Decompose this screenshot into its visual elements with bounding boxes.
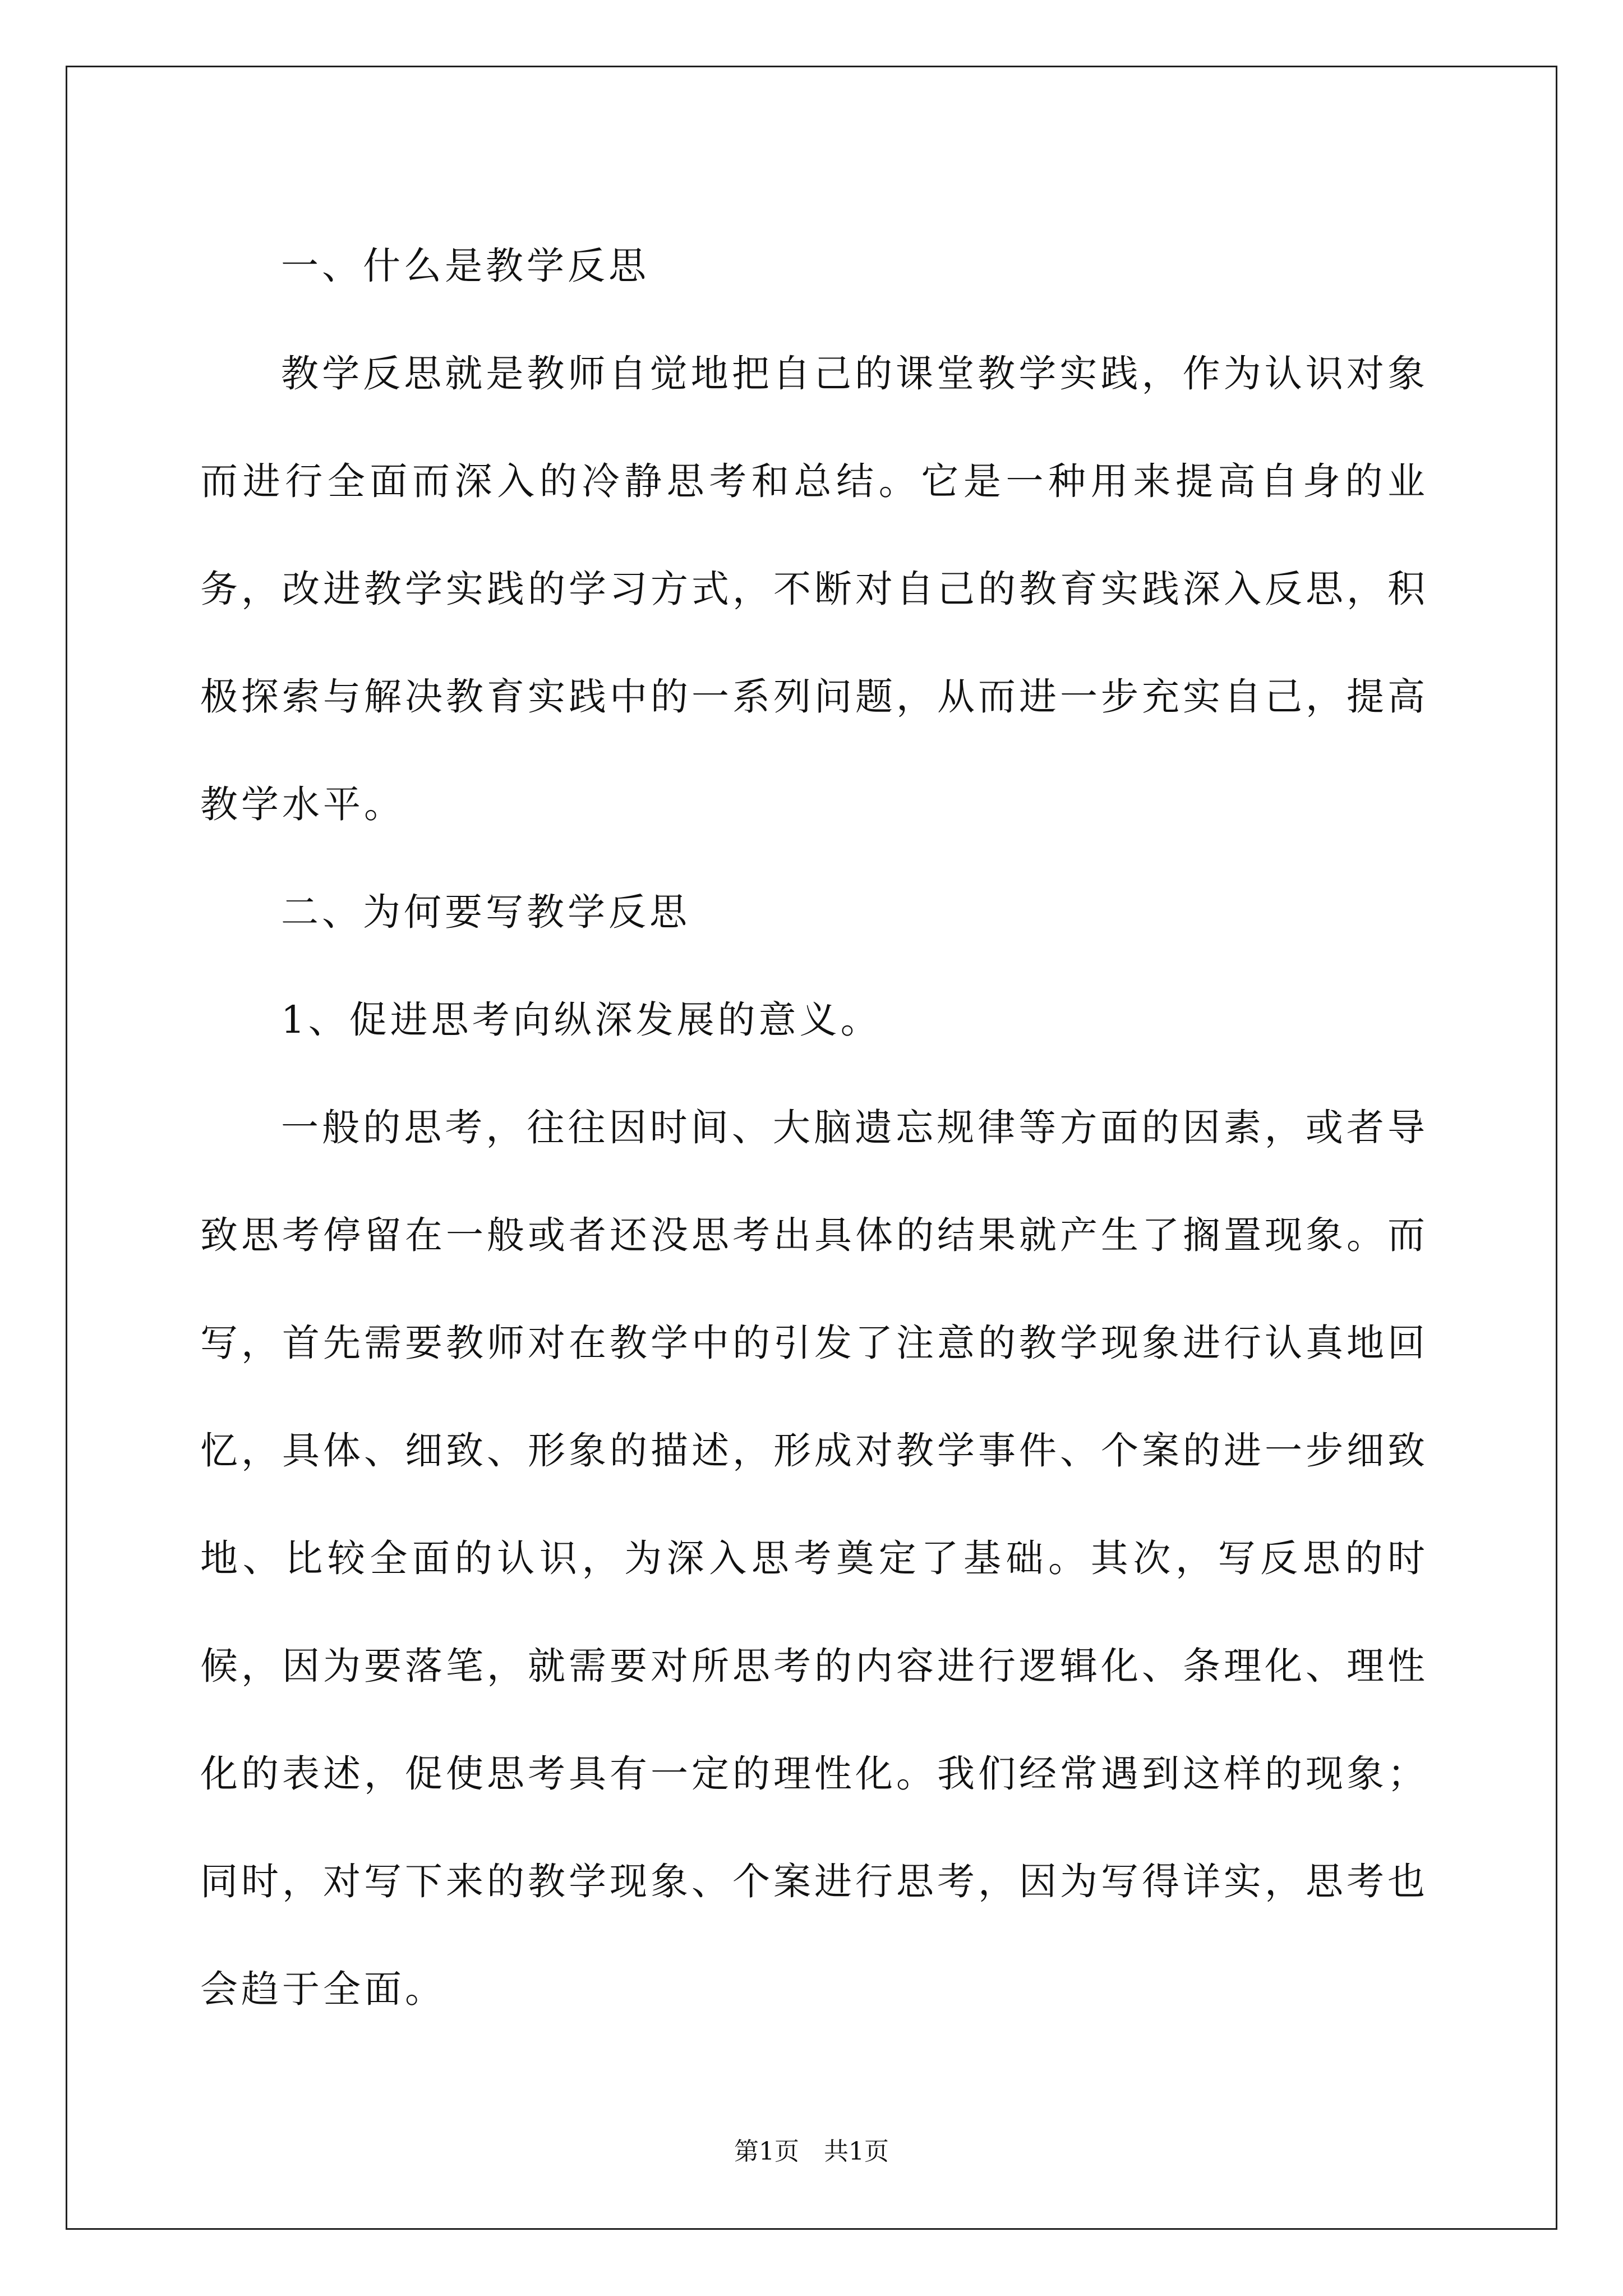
heading-what-is-reflection: 一、什么是教学反思 [281, 244, 649, 288]
page-number-current: 第1页 [734, 2137, 799, 2166]
paragraph-point-1-body: 一般的思考，往往因时间、大脑遗忘规律等方面的因素，或者导致思考停留在一般或者还没思考出具体的结果就产生了搁置现象。而写，首先需要教师对在教学中的引发了注意的教学现象进行认真地回忆，具体、细致、形象的描述，形成对教学事件、个案的进一步细致地、比较全面的认识，为深入思考奠定了基础。其次，写反思的时候，因为要落笔，就需要对所思考的内容进行逻辑化、条理化、理性化的表述，促使思考具有一定的理性化。我们经常遇到这样的现象；同时，对写下来的教学现象、个案进行思考，因为写得详实，思考也会趋于全面。 [200, 1106, 1428, 2011]
heading-why-write-reflection: 二、为何要写教学反思 [281, 890, 690, 934]
paragraph-definition: 教学反思就是教师自觉地把自己的课堂教学实践，作为认识对象而进行全面而深入的冷静思考和总结。它是一种用来提高自身的业务，改进教学实践的学习方式，不断对自己的教育实践深入反思，积极探索与解决教育实践中的一系列问题，从而进一步充实自己，提高教学水平。 [200, 352, 1428, 826]
subheading-point-1: 1、促进思考向纵深发展的意义。 [281, 998, 882, 1042]
document-body [200, 212, 1428, 2043]
page-footer [0, 2135, 1623, 2169]
page-number-total: 共1页 [824, 2137, 889, 2166]
